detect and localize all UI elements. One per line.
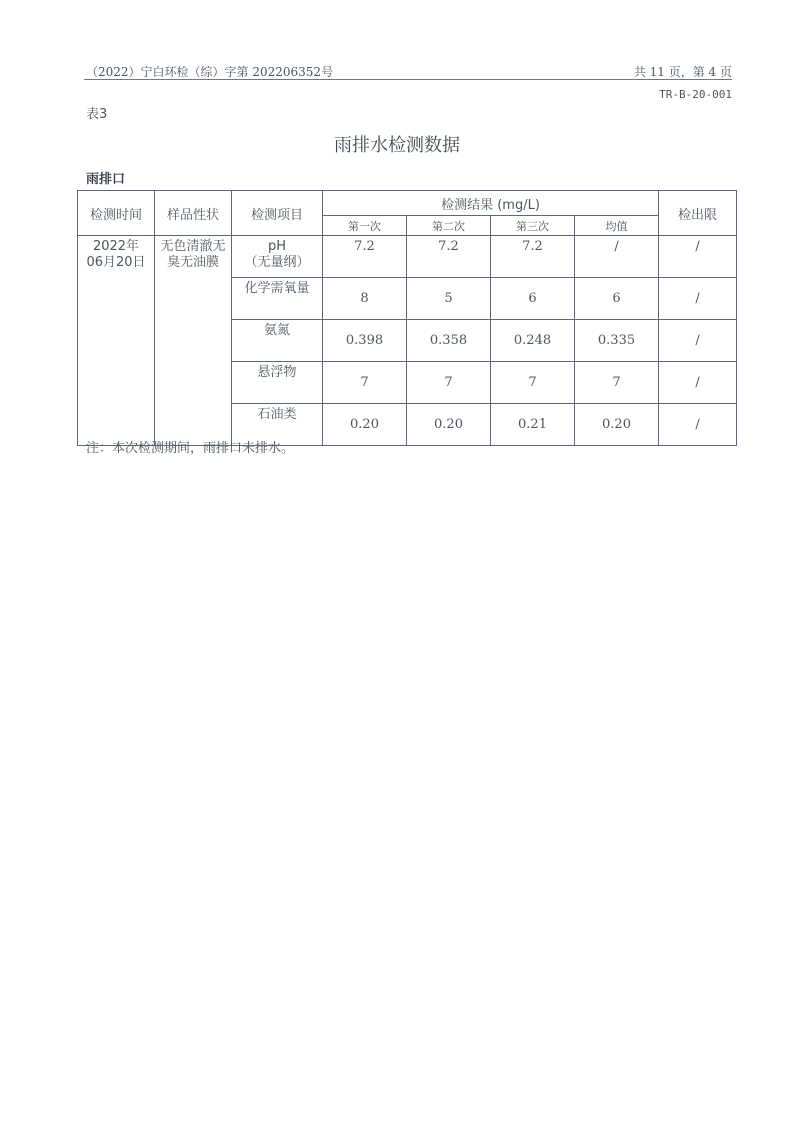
- value-cell: 8: [323, 278, 407, 320]
- date-line2: 06月20日: [86, 255, 146, 270]
- value-cell: 0.398: [323, 320, 407, 362]
- section-title: 雨排口: [86, 172, 126, 187]
- value-cell: 0.358: [407, 320, 491, 362]
- value-cell: 0.20: [323, 404, 407, 446]
- avg-cell: 6: [575, 278, 659, 320]
- subheader-avg: 均值: [575, 216, 659, 236]
- item-cell: [232, 236, 323, 278]
- sample-line1: 无色清澈无: [160, 239, 226, 254]
- value-cell: 7: [491, 362, 575, 404]
- avg-cell: 0.20: [575, 404, 659, 446]
- header-limit: 检出限: [659, 191, 737, 236]
- form-code: TR-B-20-001: [659, 88, 732, 101]
- limit-cell: /: [659, 404, 737, 446]
- item-unit: （无量纲）: [244, 255, 310, 270]
- doc-number: （2022）宁白环检（综）字第 202206352号: [86, 65, 334, 79]
- item-cell: 氨氮: [232, 320, 323, 362]
- avg-cell: 7: [575, 362, 659, 404]
- date-line1: 2022年: [92, 239, 140, 254]
- footnote: 注：本次检测期间，雨排口未排水。: [86, 441, 295, 456]
- item-name: pH: [267, 239, 287, 254]
- subheader-2: 第二次: [407, 216, 491, 236]
- value-cell: 0.248: [491, 320, 575, 362]
- header-sample: 样品性状: [155, 191, 232, 236]
- subheader-1: 第一次: [323, 216, 407, 236]
- date-cell: [78, 236, 155, 446]
- limit-cell: /: [659, 320, 737, 362]
- limit-cell: /: [659, 236, 737, 278]
- value-cell: 7.2: [491, 236, 575, 278]
- value-cell: 7: [323, 362, 407, 404]
- sample-cell: [155, 236, 232, 446]
- header-item: 检测项目: [232, 191, 323, 236]
- value-cell: 7.2: [407, 236, 491, 278]
- value-cell: 7: [407, 362, 491, 404]
- avg-cell: 0.335: [575, 320, 659, 362]
- subheader-3: 第三次: [491, 216, 575, 236]
- sample-line2: 臭无油膜: [166, 255, 219, 270]
- header-result: 检测结果 (mg/L): [323, 191, 659, 216]
- value-cell: 0.21: [491, 404, 575, 446]
- table-label: 表3: [86, 107, 108, 122]
- data-table: [77, 190, 737, 446]
- value-cell: 0.20: [407, 404, 491, 446]
- item-cell: 悬浮物: [232, 362, 323, 404]
- item-cell: 化学需氧量: [232, 278, 323, 320]
- header-divider: [84, 79, 732, 80]
- header-time: 检测时间: [78, 191, 155, 236]
- table-row: [78, 236, 737, 278]
- limit-cell: /: [659, 362, 737, 404]
- value-cell: 7.2: [323, 236, 407, 278]
- limit-cell: /: [659, 278, 737, 320]
- value-cell: 6: [491, 278, 575, 320]
- value-cell: 5: [407, 278, 491, 320]
- avg-cell: /: [575, 236, 659, 278]
- page-info: 共 11 页，第 4 页: [633, 65, 732, 79]
- item-cell: 石油类: [232, 404, 323, 446]
- page-title: 雨排水检测数据: [334, 135, 460, 156]
